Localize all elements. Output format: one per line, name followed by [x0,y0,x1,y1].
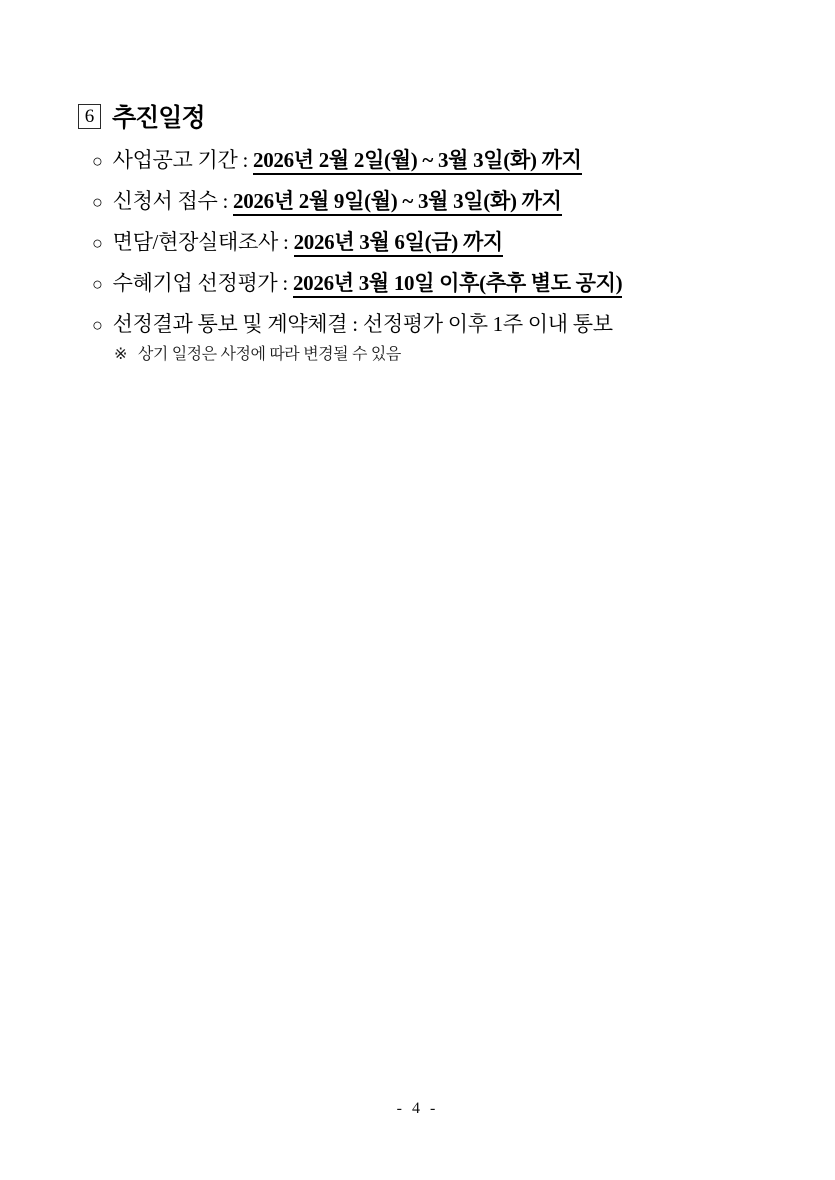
item-value: 2026년 2월 2일(월) ~ 3월 3일(화) 까지 [253,149,582,175]
item-label: 선정결과 통보 및 계약체결 [112,312,348,336]
footnote [114,341,401,364]
item-label: 사업공고 기간 [112,148,238,172]
item-separator: : [242,148,248,172]
item-separator: : [282,271,288,295]
item-separator: : [222,189,229,213]
section-number-box: 6 [78,104,101,129]
reference-mark-icon: ※ [114,346,127,363]
schedule-item-result-notification [92,313,622,337]
item-value: 선정평가 이후 1주 이내 통보 [362,312,613,336]
item-separator: : [283,230,289,254]
schedule-item-application-receipt [92,190,622,216]
circle-bullet-icon: ○ [92,233,103,253]
item-label: 수혜기업 선정평가 [112,271,278,295]
schedule-item-announcement-period [92,149,622,175]
item-label: 신청서 접수 [112,189,218,213]
item-value: 2026년 2월 9일(월) ~ 3월 3일(화) 까지 [233,190,562,216]
item-value: 2026년 3월 6일(금) 까지 [294,231,503,257]
item-label: 면담/현장실태조사 [112,230,279,254]
circle-bullet-icon: ○ [92,151,103,171]
schedule-item-selection-evaluation [92,272,622,298]
circle-bullet-icon: ○ [92,315,103,335]
section-header [78,98,205,134]
item-value: 2026년 3월 10일 이후(추후 별도 공지) [293,272,622,298]
footnote-text: 상기 일정은 사정에 따라 변경될 수 있음 [137,346,401,363]
section-title: 추진일정 [112,104,205,132]
item-separator: : [352,312,358,336]
page-number: - 4 - [396,1100,439,1117]
schedule-item-field-survey [92,231,622,257]
circle-bullet-icon: ○ [92,192,103,212]
circle-bullet-icon: ○ [92,274,103,294]
schedule-list [92,149,622,352]
